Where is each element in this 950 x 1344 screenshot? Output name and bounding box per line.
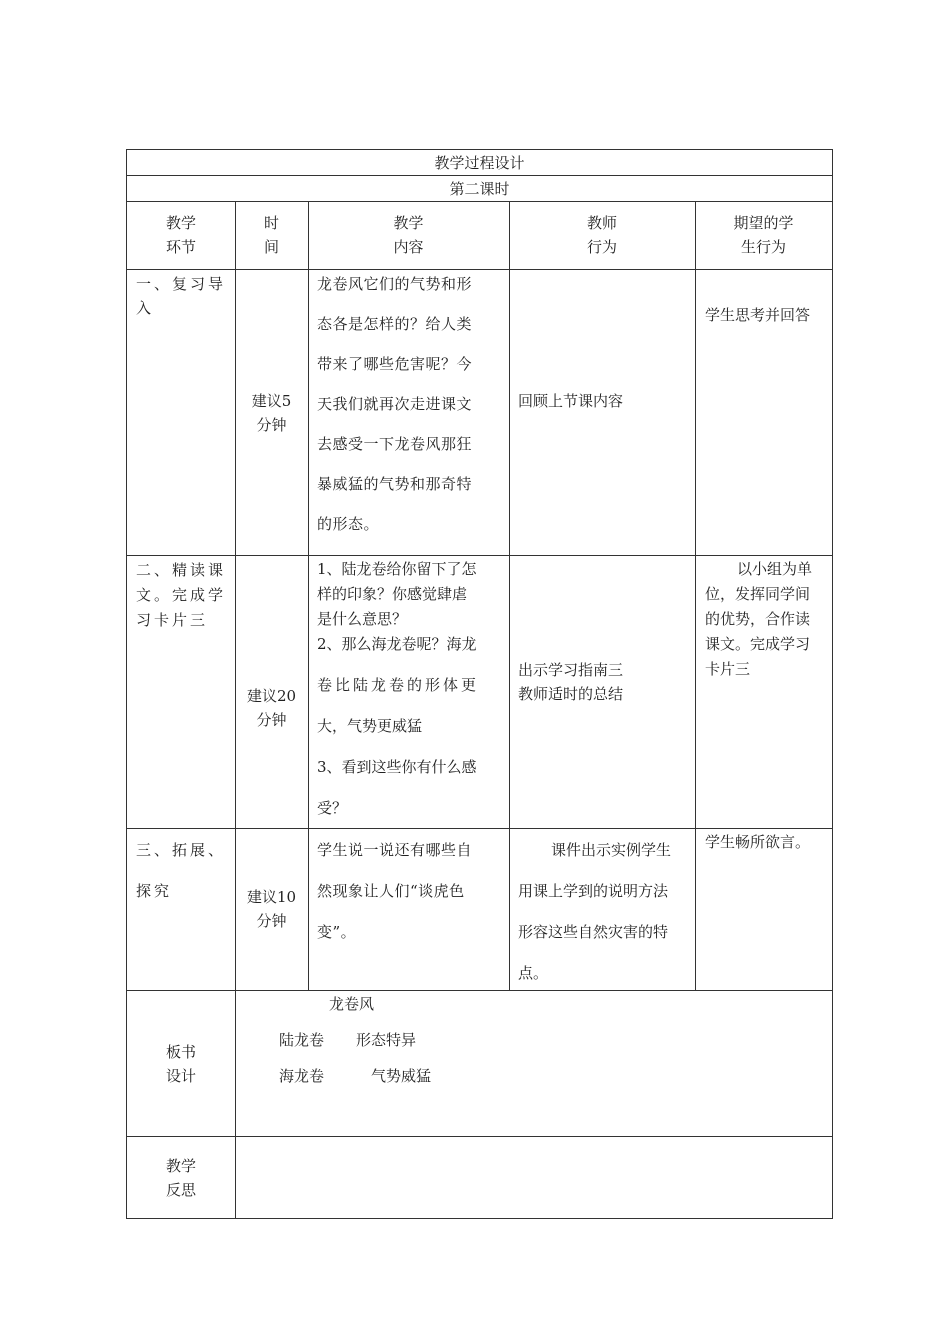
board-title: 龙卷风 <box>329 995 375 1013</box>
rule-after-row3 <box>127 990 832 991</box>
row3-time: 建议10 分钟 <box>246 888 297 930</box>
row3-stage: 三、拓展、 探究 <box>136 841 227 900</box>
row3-teacher: 课件出示实例学生 用课上学到的说明方法 形容这些自然灾害的特 点。 <box>518 841 672 982</box>
row1-time: 建议5 分钟 <box>251 392 292 434</box>
table-subtitle: 第二课时 <box>449 180 510 198</box>
rule-after-subtitle <box>127 201 832 202</box>
board-line-1-right: 形态特异 <box>356 1031 417 1049</box>
rule-after-row1 <box>127 555 832 556</box>
board-line-2-left: 海龙卷 <box>279 1067 325 1085</box>
row2-time: 建议20 分钟 <box>246 687 297 729</box>
reflection-label: 教学 反思 <box>165 1157 196 1199</box>
row2-content-b: 2、那么海龙卷呢？海龙 卷比陆龙卷的形体更 大，气势更威猛 3、看到这些你有什么感 受？ <box>317 635 480 817</box>
row2-student: 以小组为单 位，发挥同学间 的优势，合作读 课文。完成学习 卡片三 <box>705 560 813 678</box>
col-rule-2 <box>308 201 309 990</box>
header-student: 期望的学 生行为 <box>733 214 794 256</box>
rule-after-header <box>127 269 832 270</box>
row3-content: 学生说一说还有哪些自 然现象让人们“谈虎色 变”。 <box>317 841 473 941</box>
board-line-2-right: 气势威猛 <box>371 1067 432 1085</box>
rule-after-board <box>127 1136 832 1137</box>
row2-teacher: 出示学习指南三 教师适时的总结 <box>518 661 624 703</box>
rule-after-row2 <box>127 828 832 829</box>
table-title: 教学过程设计 <box>434 154 525 172</box>
header-time: 时 间 <box>263 214 279 256</box>
row2-content-a: 1、陆龙卷给你留下了怎 样的印象？你感觉肆虐 是什么意思？ <box>317 560 477 628</box>
lesson-plan-table <box>126 149 833 1219</box>
board-label: 板书 设计 <box>165 1043 196 1085</box>
header-content: 教学 内容 <box>393 214 424 256</box>
header-teacher: 教师 行为 <box>586 214 617 256</box>
row1-student: 学生思考并回答 <box>705 306 811 324</box>
header-stage: 教学 环节 <box>165 214 196 256</box>
col-rule-4 <box>695 201 696 990</box>
col-rule-3 <box>509 201 510 990</box>
row3-student: 学生畅所欲言。 <box>705 833 811 851</box>
row2-stage: 二、精读课 文。完成学 习卡片三 <box>136 561 227 629</box>
board-line-1-left: 陆龙卷 <box>279 1031 325 1049</box>
row1-teacher: 回顾上节课内容 <box>518 392 624 410</box>
row1-content: 龙卷风它们的气势和形 态各是怎样的？给人类 带来了哪些危害呢？今 天我们就再次走进课文 去感受一下龙卷风那狂 暴威猛的气势和那奇特 的形态。 <box>317 275 473 533</box>
row1-stage: 一、复习导 入 <box>136 275 227 317</box>
rule-after-title <box>127 175 832 176</box>
